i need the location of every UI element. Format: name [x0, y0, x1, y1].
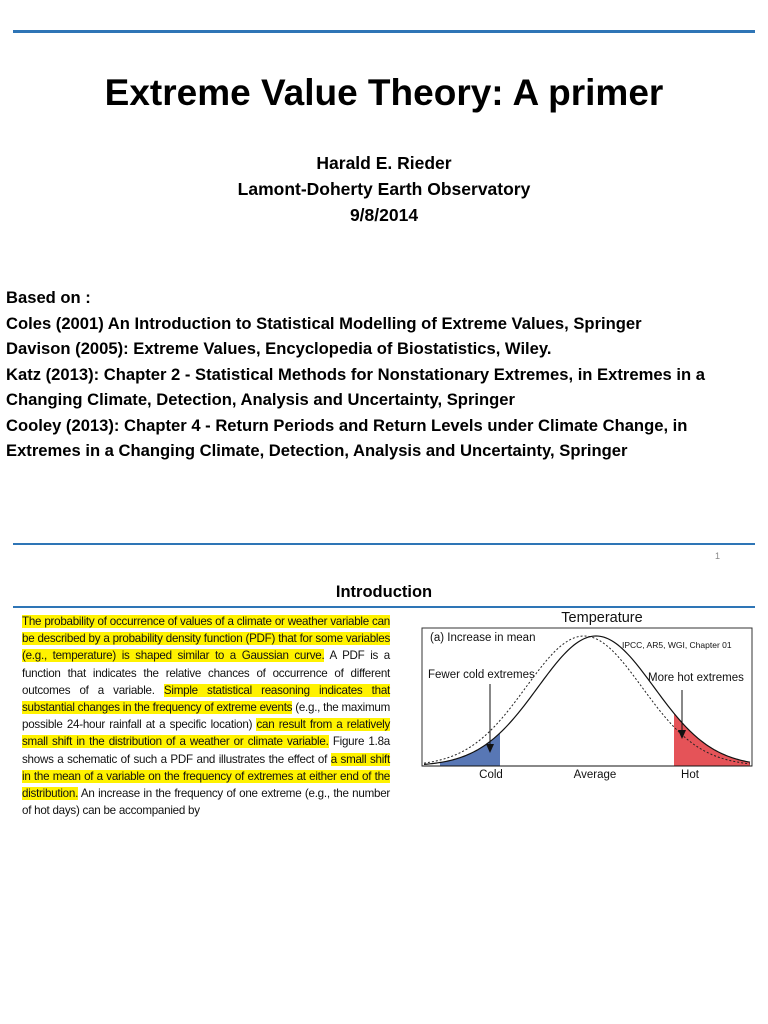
- hot-tail-fill: [674, 713, 750, 766]
- top-rule: [13, 30, 755, 33]
- reference-item: Cooley (2013): Chapter 4 - Return Periods and Return Levels under Climate Change, in Extremes in a Changing Climate, Detection, Analysis and Uncertainty, Springer: [6, 415, 688, 460]
- paragraph-segment: A PDF is a function that indicates the relative chances of occurrence of different outcomes of a variable.: [22, 649, 390, 697]
- author-block: [0, 150, 768, 228]
- left-annotation: Fewer cold extremes: [428, 669, 535, 681]
- affiliation: Lamont-Doherty Earth Observatory: [237, 179, 531, 199]
- panel-label: (a) Increase in mean: [430, 632, 536, 644]
- references: [6, 285, 762, 464]
- reference-item: Coles (2001) An Introduction to Statistical Modelling of Extreme Values, Springer: [6, 313, 642, 333]
- intro-paragraph: [22, 613, 390, 819]
- figure-title: Temperature: [561, 610, 643, 626]
- paragraph-segment: Figure 1.8a shows a schematic of such a PDF and illustrates the effect of: [22, 735, 391, 766]
- paragraph-segment: (e.g., the maximum possible 24-hour rainfall at a specific location): [22, 701, 390, 732]
- references-heading: Based on :: [6, 288, 91, 307]
- section-title: Introduction: [335, 583, 433, 601]
- reference-item: Katz (2013): Chapter 2 - Statistical Methods for Nonstationary Extremes, in Extremes in a Changing Climate, Detection, Analysis and Uncertainty, Springer: [6, 364, 705, 409]
- slide-divider: [13, 543, 755, 545]
- page-number: 1: [715, 551, 721, 561]
- date: 9/8/2014: [349, 205, 419, 225]
- paragraph-segment: The probability of occurrence of values of a climate or weather variable can be described by a probability density function (PDF) that for some variables (e.g., temperature) is shaped similar to a Gaussian curve.: [22, 615, 390, 663]
- axis-label-cold: Cold: [479, 769, 503, 781]
- paragraph-segment: can result from a relatively small shift in the distribution of a weather or climate variable.: [22, 718, 391, 749]
- author-name: Harald E. Rieder: [316, 153, 452, 173]
- slide-title: Extreme Value Theory: A primer: [104, 72, 664, 113]
- axis-label-hot: Hot: [681, 769, 699, 781]
- temperature-pdf-figure: [412, 606, 764, 786]
- reference-item: Davison (2005): Extreme Values, Encyclopedia of Biostatistics, Wiley.: [6, 339, 552, 358]
- paragraph-segment: Simple statistical reasoning indicates that substantial changes in the frequency of extreme events: [22, 683, 390, 715]
- paragraph-segment: An increase in the frequency of one extreme (e.g., the number of hot days) can be accompanied by: [22, 787, 390, 818]
- right-annotation: More hot extremes: [648, 672, 744, 684]
- paragraph-segment: a small shift in the mean of a variable on the frequency of extremes at either end of the distribution.: [22, 752, 390, 801]
- axis-label-average: Average: [573, 769, 617, 781]
- source-label: IPCC, AR5, WGI, Chapter 01: [622, 640, 732, 650]
